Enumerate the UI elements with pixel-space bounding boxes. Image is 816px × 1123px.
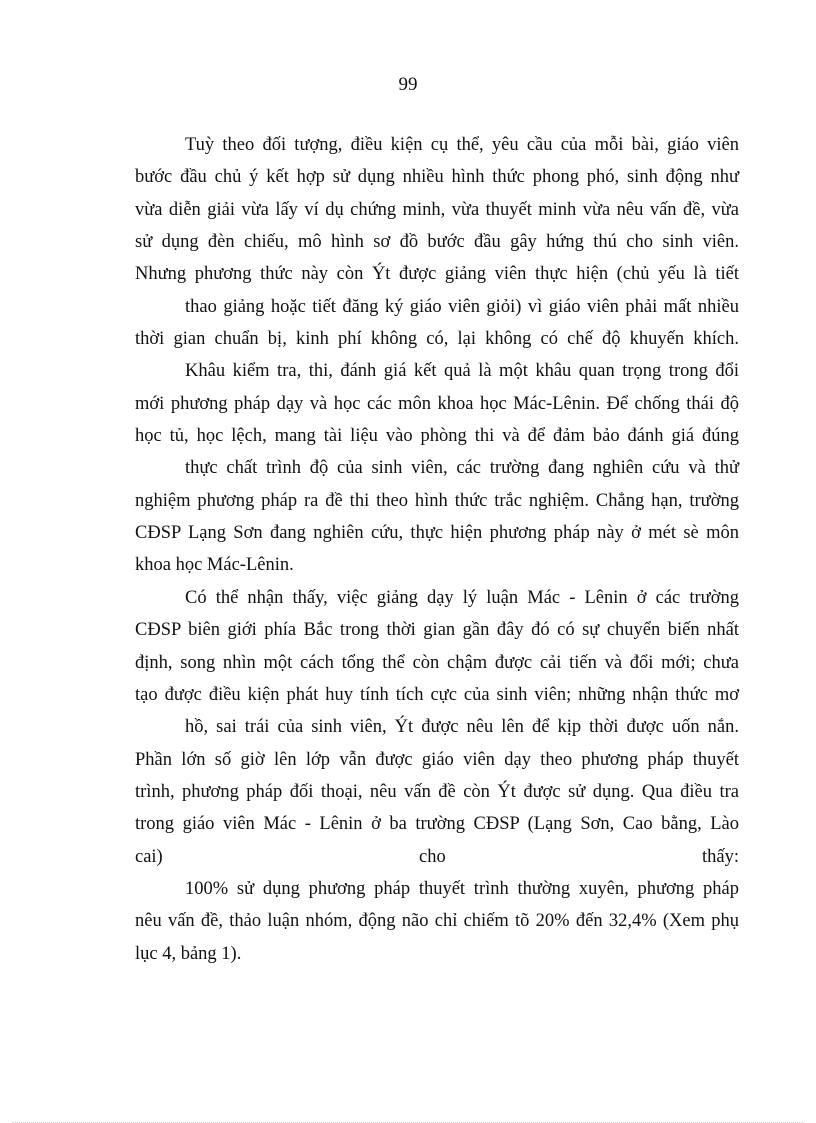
text-line: thực chất trình độ của sinh viên, các trường đang nghiên cứu và thử xyxy=(185,458,739,479)
text-line: trong giáo viên Mác - Lênin ở ba trường CĐSP (Lạng Sơn, Cao bằng, Lào xyxy=(135,814,739,835)
text-line: học tủ, học lệch, mang tài liệu vào phòng thi và để đảm bảo đánh giá đúng xyxy=(135,426,739,447)
text-line: thời gian chuẩn bị, kinh phí không có, lại không có chế độ khuyến khích. xyxy=(135,329,739,350)
text-line: lục 4, bảng 1). xyxy=(135,943,242,964)
text-line: nghiệm phương pháp ra đề thi theo hình thức trắc nghiệm. Chẳng hạn, trường xyxy=(135,490,739,511)
text-line: định, song nhìn một cách tổng thể còn chậm được cải tiến và đổi mới; chưa xyxy=(135,652,739,673)
text-line: Có thể nhận thấy, việc giảng dạy lý luận Mác - Lênin ở các trường xyxy=(185,587,739,608)
text-line: Phần lớn số giờ lên lớp vẫn được giáo viên dạy theo phương pháp thuyết xyxy=(135,749,739,770)
text-line: khoa học Mác-Lênin. xyxy=(135,555,294,576)
text-line: CĐSP Lạng Sơn đang nghiên cứu, thực hiện phương pháp này ở mét sè môn xyxy=(135,523,739,544)
text-line: 100% sử dụng phương pháp thuyết trình thường xuyên, phương pháp xyxy=(185,878,739,899)
text-line: Tuỳ theo đối tượng, điều kiện cụ thể, yêu cầu của mỗi bài, giáo viên xyxy=(185,135,739,155)
text-line: cai) cho thấy: xyxy=(135,846,739,867)
text-line: trình, phương pháp đối thoại, nêu vấn đề còn Ýt được sử dụng. Qua điều tra xyxy=(135,781,739,802)
body-text xyxy=(135,129,739,970)
text-line: Nhưng phương thức này còn Ýt được giảng viên thực hiện (chủ yếu là tiết xyxy=(135,264,739,285)
text-line: vừa diễn giải vừa lấy ví dụ chứng minh, vừa thuyết minh vừa nêu vấn đề, vừa xyxy=(135,199,739,220)
text-line: hồ, sai trái của sinh viên, Ýt được nêu lên để kịp thời được uốn nắn. xyxy=(185,717,739,738)
text-line: tạo được điều kiện phát huy tính tích cực của sinh viên; những nhận thức mơ xyxy=(135,684,739,705)
text-line: mới phương pháp dạy và học các môn khoa học Mác-Lênin. Để chống thái độ xyxy=(135,393,739,414)
text-line: bước đầu chủ ý kết hợp sử dụng nhiều hình thức phong phó, sinh động như xyxy=(135,167,739,188)
text-line: nêu vấn đề, thảo luận nhóm, động não chỉ chiếm tõ 20% đến 32,4% (Xem phụ xyxy=(135,911,739,932)
text-line: CĐSP biên giới phía Bắc trong thời gian gần đây đó có sự chuyển biến nhất xyxy=(135,620,739,641)
page-number: 99 xyxy=(398,74,418,95)
text-line: thao giảng hoặc tiết đăng ký giáo viên giỏi) vì giáo viên phải mất nhiều xyxy=(185,296,739,317)
text-line: sử dụng đèn chiếu, mô hình sơ đồ bước đầu gây hứng thú cho sinh viên. xyxy=(135,232,739,253)
text-line: Khâu kiểm tra, thi, đánh giá kết quả là một khâu quan trọng trong đổi xyxy=(185,361,739,382)
